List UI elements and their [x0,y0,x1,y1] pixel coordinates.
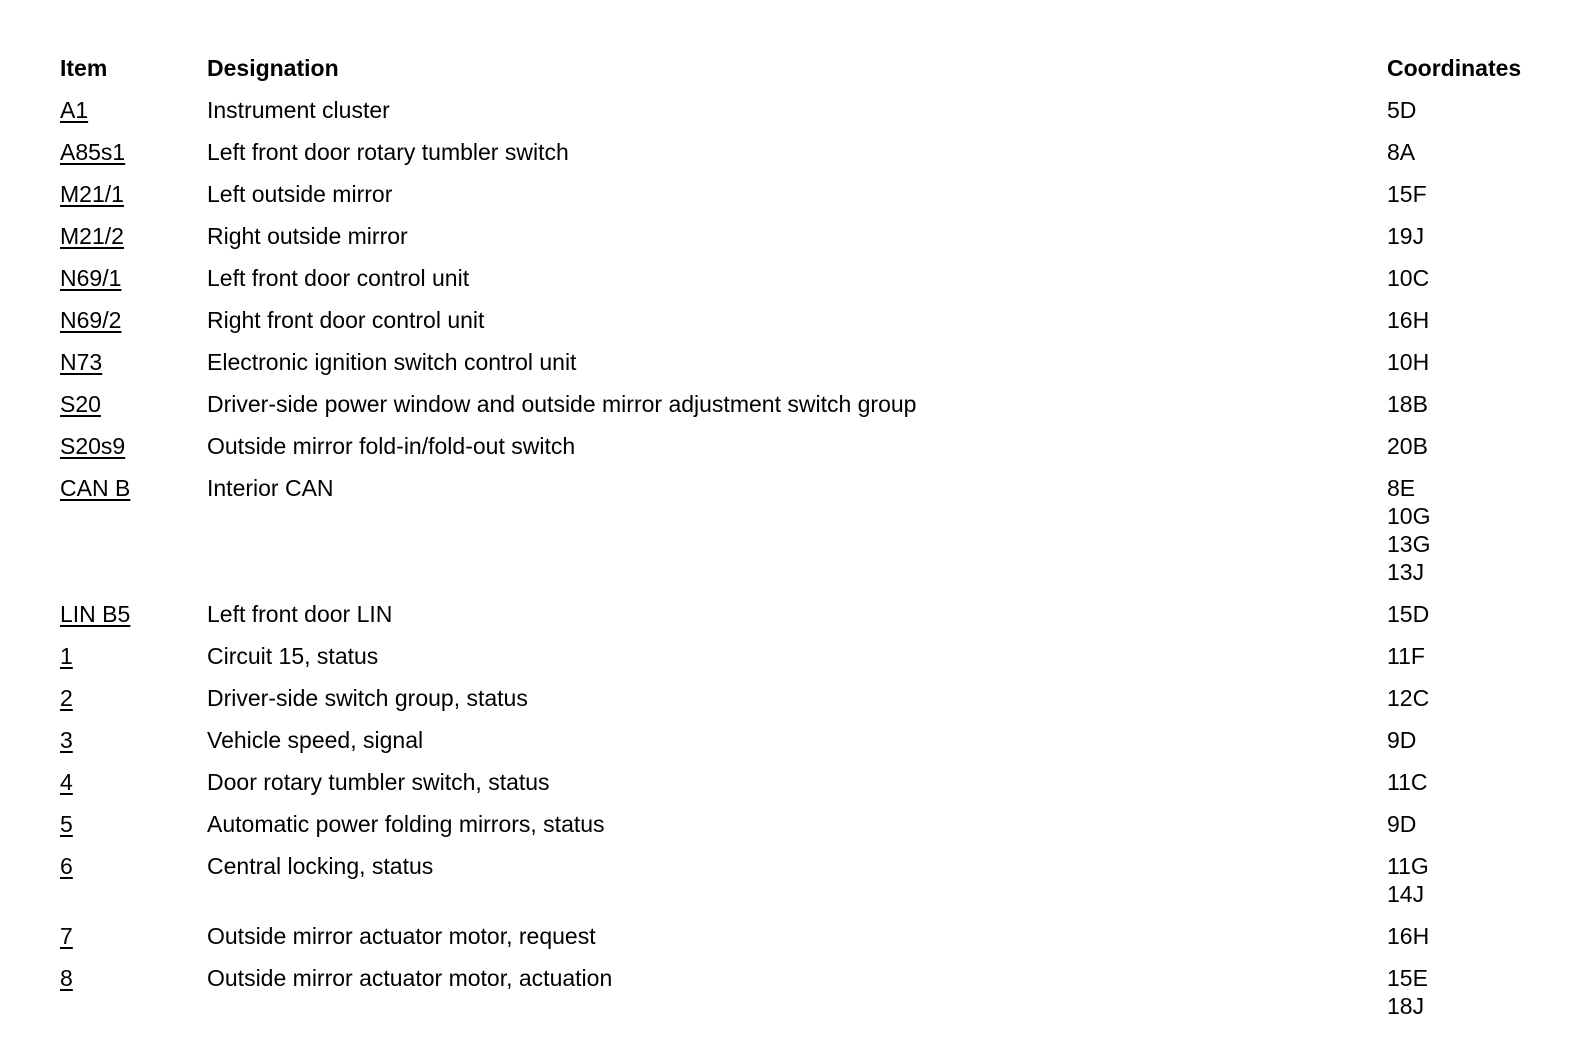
item-link[interactable]: M21/2 [60,223,124,249]
item-link[interactable]: 5 [60,811,73,837]
table-row [60,474,1560,600]
item-link[interactable]: N73 [60,349,103,375]
designation-cell: Electronic ignition switch control unit [207,349,577,375]
item-link[interactable]: 8 [60,965,73,991]
item-link[interactable]: A85s1 [60,139,126,165]
item-cell [60,600,207,642]
coordinate-value: 16H [1387,923,1430,949]
designation-cell: Circuit 15, status [207,643,379,669]
item-link[interactable]: N69/1 [60,265,122,291]
coordinate-value: 15E [1387,965,1428,991]
designation-cell: Right outside mirror [207,223,408,249]
legend-table [60,54,1560,1034]
table-row [60,96,1560,138]
item-cell [60,726,207,768]
legend-body [60,96,1560,1034]
coordinates-cell [1387,726,1560,768]
designation-cell: Interior CAN [207,475,334,501]
table-row [60,726,1560,768]
coordinates-cell [1387,264,1560,306]
coordinates-cell [1387,222,1560,264]
table-row [60,180,1560,222]
item-link[interactable]: 1 [60,643,73,669]
designation-cell: Outside mirror actuator motor, request [207,923,596,949]
coordinates-cell [1387,600,1560,642]
coordinate-value: 11C [1387,769,1428,795]
table-row [60,852,1560,922]
table-row [60,642,1560,684]
item-cell [60,852,207,922]
coordinates-cell [1387,390,1560,432]
coordinates-cell [1387,306,1560,348]
item-link[interactable]: LIN B5 [60,601,131,627]
table-row [60,964,1560,1034]
coordinate-value: 13G [1387,531,1431,557]
item-cell [60,922,207,964]
coordinates-cell [1387,768,1560,810]
item-link[interactable]: A1 [60,97,89,123]
table-row [60,600,1560,642]
designation-cell: Left front door control unit [207,265,470,291]
header-row [60,54,1560,96]
item-cell [60,432,207,474]
coordinates-cell [1387,348,1560,390]
designation-cell: Vehicle speed, signal [207,727,424,753]
item-cell [60,810,207,852]
designation-cell: Automatic power folding mirrors, status [207,811,605,837]
coordinate-value: 10H [1387,349,1430,375]
item-cell [60,964,207,1034]
coordinate-value: 14J [1387,881,1425,907]
coordinate-value: 10C [1387,265,1430,291]
item-cell [60,474,207,600]
coordinate-value: 5D [1387,97,1417,123]
coordinate-value: 13J [1387,559,1425,585]
designation-cell: Central locking, status [207,853,434,879]
coordinates-cell [1387,964,1560,1034]
coordinates-cell [1387,474,1560,600]
table-row [60,264,1560,306]
item-cell [60,642,207,684]
table-row [60,810,1560,852]
coordinate-value: 8E [1387,475,1416,501]
item-cell [60,684,207,726]
item-cell [60,768,207,810]
coordinate-value: 19J [1387,223,1425,249]
coordinate-value: 15F [1387,181,1427,207]
designation-cell: Driver-side switch group, status [207,685,528,711]
item-cell [60,138,207,180]
table-row [60,390,1560,432]
designation-cell: Driver-side power window and outside mirror adjustment switch group [207,391,917,417]
designation-cell: Outside mirror fold-in/fold-out switch [207,433,576,459]
designation-cell: Right front door control unit [207,307,485,333]
header-item: Item [60,55,108,81]
coordinate-value: 9D [1387,727,1417,753]
coordinate-value: 11G [1387,853,1429,879]
table-row [60,432,1560,474]
item-link[interactable]: 2 [60,685,73,711]
coordinates-cell [1387,432,1560,474]
designation-cell: Door rotary tumbler switch, status [207,769,550,795]
item-link[interactable]: 4 [60,769,73,795]
designation-cell: Instrument cluster [207,97,390,123]
item-link[interactable]: CAN B [60,475,131,501]
coordinate-value: 20B [1387,433,1428,459]
designation-cell: Left front door LIN [207,601,393,627]
coordinates-cell [1387,810,1560,852]
coordinate-value: 18J [1387,993,1425,1019]
header-coordinates: Coordinates [1387,55,1522,81]
table-row [60,684,1560,726]
item-link[interactable]: 7 [60,923,73,949]
coordinate-value: 12C [1387,685,1430,711]
item-link[interactable]: S20s9 [60,433,126,459]
header-designation: Designation [207,55,339,81]
item-cell [60,96,207,138]
item-link[interactable]: 3 [60,727,73,753]
coordinate-value: 15D [1387,601,1430,627]
item-link[interactable]: M21/1 [60,181,124,207]
coordinates-cell [1387,138,1560,180]
coordinates-cell [1387,852,1560,922]
table-row [60,922,1560,964]
designation-cell: Left outside mirror [207,181,393,207]
designation-cell: Outside mirror actuator motor, actuation [207,965,613,991]
table-row [60,348,1560,390]
item-cell [60,348,207,390]
table-row [60,138,1560,180]
coordinate-value: 11F [1387,643,1425,669]
table-row [60,306,1560,348]
coordinates-cell [1387,922,1560,964]
item-link[interactable]: N69/2 [60,307,122,333]
item-cell [60,390,207,432]
table-row [60,222,1560,264]
item-cell [60,222,207,264]
coordinate-value: 9D [1387,811,1417,837]
coordinate-value: 18B [1387,391,1428,417]
coordinates-cell [1387,96,1560,138]
designation-cell: Left front door rotary tumbler switch [207,139,569,165]
item-cell [60,264,207,306]
item-cell [60,306,207,348]
coordinate-value: 10G [1387,503,1431,529]
item-link[interactable]: S20 [60,391,101,417]
coordinates-cell [1387,684,1560,726]
coordinates-cell [1387,180,1560,222]
coordinates-cell [1387,642,1560,684]
coordinate-value: 8A [1387,139,1416,165]
item-link[interactable]: 6 [60,853,73,879]
item-cell [60,180,207,222]
legend-header [60,54,1560,96]
table-row [60,768,1560,810]
coordinate-value: 16H [1387,307,1430,333]
